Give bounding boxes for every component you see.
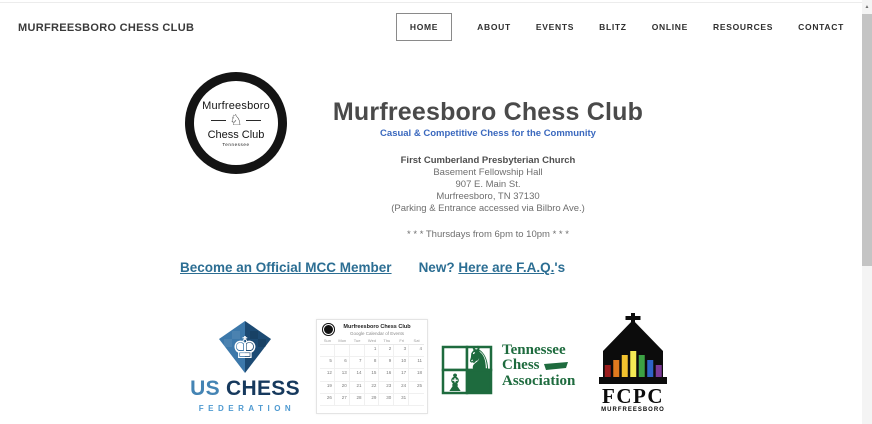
calendar-day-cell: 16 xyxy=(379,369,394,381)
calendar-day-cell: 5 xyxy=(320,357,335,369)
calendar-title: Murfreesboro Chess Club xyxy=(343,323,411,330)
fcpc-city: MURFREESBORO xyxy=(601,407,665,413)
address-block xyxy=(300,155,676,215)
knight-chess-piece-icon: ♘ xyxy=(229,110,243,129)
club-logo-inner xyxy=(194,81,278,165)
stained-glass-bar xyxy=(639,355,645,377)
calendar-day-cell: 20 xyxy=(335,382,350,394)
calendar-day-header: Tue xyxy=(353,338,361,343)
calendar-club-logo-icon xyxy=(322,323,335,336)
calendar-day-cell: 19 xyxy=(320,382,335,394)
calendar-day-cell: 3 xyxy=(394,345,409,357)
tca-line-tennessee: Tennessee xyxy=(502,341,566,358)
member-link[interactable]: Become an Official MCC Member xyxy=(180,260,392,275)
calendar-titles xyxy=(335,324,425,336)
tca-line-association: Association xyxy=(502,372,576,389)
calendar-day-header: Sat xyxy=(413,338,420,343)
fcpc-acronym: FCPC xyxy=(602,384,664,408)
calendar-day-cell: 1 xyxy=(365,345,380,357)
tca-board-icon xyxy=(441,336,495,396)
calendar-day-cell: 12 xyxy=(320,369,335,381)
events-calendar-thumbnail[interactable] xyxy=(316,319,428,414)
nav-item-about[interactable]: ABOUT xyxy=(477,22,511,32)
address-street: 907 E. Main St. xyxy=(455,179,521,190)
address-venue: First Cumberland Presbyterian Church xyxy=(400,155,576,166)
scrollbar-track[interactable] xyxy=(862,0,872,424)
calendar-day-header: Sun xyxy=(323,338,331,343)
main-nav xyxy=(396,0,844,54)
tennessee-chess-association-logo[interactable] xyxy=(441,336,575,396)
calendar-day-cell: 22 xyxy=(365,382,380,394)
us-chess-word-chess: CHESS xyxy=(226,377,300,400)
us-chess-word-us: US xyxy=(190,377,227,400)
nav-item-contact[interactable]: CONTACT xyxy=(798,22,844,32)
calendar-day-headers xyxy=(320,338,424,345)
tca-wordmark xyxy=(502,343,575,390)
calendar-day-cell: 28 xyxy=(350,394,365,406)
calendar-subtitle: Google Calendar of Events xyxy=(349,330,405,336)
calendar-day-cell: 8 xyxy=(365,357,380,369)
stained-glass-bar xyxy=(656,365,662,377)
calendar-day-cell: 24 xyxy=(394,382,409,394)
tagline: Casual & Competitive Chess for the Community xyxy=(380,128,596,139)
links-row xyxy=(180,260,565,275)
calendar-day-cell xyxy=(320,345,335,357)
page-title: Murfreesboro Chess Club xyxy=(332,98,644,126)
green-bishop-icon: ♝ xyxy=(444,369,466,396)
calendar-day-cell: 6 xyxy=(335,357,350,369)
site-title: MURFREESBORO CHESS CLUB xyxy=(18,22,195,34)
club-logo-divider xyxy=(211,110,260,129)
meeting-schedule: * * * Thursdays from 6pm to 10pm * * * xyxy=(407,229,569,240)
calendar-day-cell: 15 xyxy=(365,369,380,381)
scrollbar-up-arrow[interactable]: ▲ xyxy=(864,4,870,10)
us-chess-wordmark xyxy=(190,377,300,401)
calendar-day-cell: 9 xyxy=(379,357,394,369)
calendar-day-cell: 30 xyxy=(379,394,394,406)
club-logo-state: Tennessee xyxy=(222,141,250,147)
faq-suffix: 's xyxy=(554,260,566,275)
stained-glass-bar xyxy=(605,365,611,377)
us-chess-federation-logo[interactable] xyxy=(183,321,307,413)
calendar-day-cell: 31 xyxy=(394,394,409,406)
nav-item-home[interactable]: HOME xyxy=(396,13,452,41)
nav-item-online[interactable]: ONLINE xyxy=(651,22,689,32)
calendar-day-header: Fri xyxy=(399,338,405,343)
faq-link[interactable]: Here are F.A.Q. xyxy=(458,260,555,275)
white-king-icon: ♚ xyxy=(231,331,259,366)
calendar-day-cell: 26 xyxy=(320,394,335,406)
calendar-day-cell: 18 xyxy=(409,369,424,381)
stained-glass-bar xyxy=(613,360,619,377)
green-knight-icon: ♞ xyxy=(464,339,494,377)
stained-glass-bar xyxy=(622,355,628,377)
tennessee-state-icon xyxy=(544,362,568,370)
calendar-day-cell: 21 xyxy=(350,382,365,394)
calendar-day-header: Thu xyxy=(383,338,391,343)
us-chess-diamond-icon xyxy=(214,321,276,373)
calendar-day-cell: 13 xyxy=(335,369,350,381)
fcpc-church-icon xyxy=(597,313,669,385)
divider-line xyxy=(211,120,226,121)
calendar-day-cell: 14 xyxy=(350,369,365,381)
calendar-day-cell: 10 xyxy=(394,357,409,369)
nav-item-events[interactable]: EVENTS xyxy=(535,22,575,32)
address-city: Murfreesboro, TN 37130 xyxy=(436,191,540,202)
calendar-day-cell xyxy=(335,345,350,357)
calendar-header xyxy=(322,323,425,336)
calendar-day-cell: 2 xyxy=(379,345,394,357)
calendar-day-cell: 17 xyxy=(394,369,409,381)
address-hall: Basement Fellowship Hall xyxy=(433,167,543,178)
divider-line xyxy=(246,120,261,121)
calendar-day-cell xyxy=(409,394,424,406)
calendar-day-cell: 11 xyxy=(409,357,424,369)
club-logo xyxy=(185,72,287,174)
nav-item-blitz[interactable]: BLITZ xyxy=(599,22,627,32)
us-chess-federation-label: FEDERATION xyxy=(198,404,296,413)
stained-glass-bar xyxy=(647,360,653,377)
calendar-day-cell: 7 xyxy=(350,357,365,369)
calendar-day-cell xyxy=(350,345,365,357)
calendar-day-header: Mon xyxy=(338,338,347,343)
club-logo-name: Chess Club xyxy=(207,128,265,141)
calendar-grid xyxy=(320,345,424,406)
calendar-day-cell: 25 xyxy=(409,382,424,394)
calendar-day-cell: 29 xyxy=(365,394,380,406)
calendar-day-cell: 23 xyxy=(379,382,394,394)
faq-sentence xyxy=(419,260,566,275)
calendar-day-cell: 27 xyxy=(335,394,350,406)
tca-line-chess: Chess xyxy=(502,358,575,374)
calendar-day-cell: 4 xyxy=(409,345,424,357)
address-parking-note: (Parking & Entrance accessed via Bilbro Ave.) xyxy=(391,203,585,214)
hero-section xyxy=(300,98,676,240)
calendar-day-header: Wed xyxy=(367,338,377,343)
club-logo-city: Murfreesboro xyxy=(202,99,270,112)
fcpc-church-logo[interactable] xyxy=(594,313,672,413)
nav-item-resources[interactable]: RESOURCES xyxy=(713,22,774,32)
faq-prefix: New? xyxy=(418,260,455,275)
stained-glass-bar xyxy=(630,351,636,377)
scrollbar-thumb[interactable] xyxy=(862,14,872,266)
